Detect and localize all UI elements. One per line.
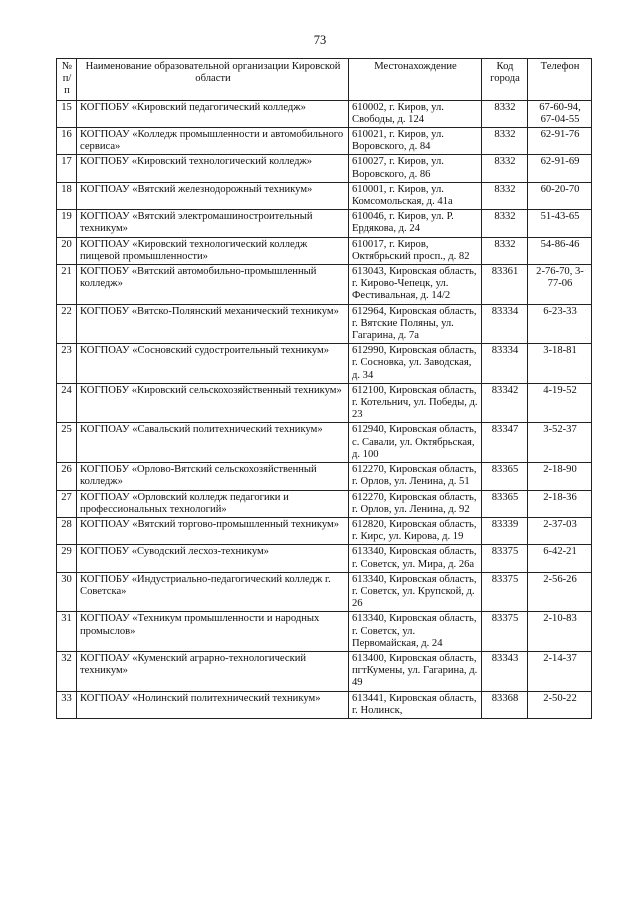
cell-phone: 60-20-70 <box>528 182 592 209</box>
cell-phone: 62-91-76 <box>528 128 592 155</box>
table-row <box>57 155 592 182</box>
cell-phone: 2-10-83 <box>528 612 592 652</box>
cell-phone: 2-18-36 <box>528 490 592 517</box>
table-row <box>57 490 592 517</box>
cell-phone: 67-60-94, 67-04-55 <box>528 100 592 127</box>
table-row <box>57 344 592 384</box>
cell-address: 612270, Кировская область, г. Орлов, ул. Ленина, д. 92 <box>349 490 482 517</box>
cell-name: КОГПОАУ «Колледж промышленности и автомобильного сервиса» <box>77 128 349 155</box>
cell-name: КОГПОБУ «Орлово-Вятский сельскохозяйственный колледж» <box>77 463 349 490</box>
cell-name: КОГПОБУ «Кировский технологический колледж» <box>77 155 349 182</box>
cell-code: 83334 <box>482 304 528 344</box>
table-row <box>57 612 592 652</box>
cell-num: 24 <box>57 383 77 423</box>
cell-num: 27 <box>57 490 77 517</box>
cell-code: 83365 <box>482 490 528 517</box>
header-code: Код города <box>482 59 528 101</box>
cell-name: КОГПОБУ «Индустриально-педагогический колледж г. Советска» <box>77 572 349 612</box>
cell-num: 18 <box>57 182 77 209</box>
cell-name: КОГПОАУ «Вятский железнодорожный техникум» <box>77 182 349 209</box>
cell-name: КОГПОБУ «Суводский лесхоз-техникум» <box>77 545 349 572</box>
cell-num: 20 <box>57 237 77 264</box>
cell-address: 613043, Кировская область, г. Кирово-Чепецк, ул. Фестивальная, д. 14/2 <box>349 265 482 305</box>
cell-name: КОГПОБУ «Вятско-Полянский механический техникум» <box>77 304 349 344</box>
table-row <box>57 651 592 691</box>
cell-num: 23 <box>57 344 77 384</box>
cell-name: КОГПОАУ «Орловский колледж педагогики и профессиональных технологий» <box>77 490 349 517</box>
cell-num: 25 <box>57 423 77 463</box>
cell-code: 8332 <box>482 128 528 155</box>
cell-name: КОГПОАУ «Техникум промышленности и народных промыслов» <box>77 612 349 652</box>
cell-name: КОГПОАУ «Вятский торгово-промышленный техникум» <box>77 517 349 544</box>
cell-code: 83375 <box>482 545 528 572</box>
table-row <box>57 423 592 463</box>
cell-address: 612990, Кировская область, г. Сосновка, ул. Заводская, д. 34 <box>349 344 482 384</box>
cell-phone: 62-91-69 <box>528 155 592 182</box>
cell-address: 610046, г. Киров, ул. Р. Ердякова, д. 24 <box>349 210 482 237</box>
cell-num: 17 <box>57 155 77 182</box>
cell-address: 613340, Кировская область, г. Советск, ул. Мира, д. 26а <box>349 545 482 572</box>
cell-phone: 2-18-90 <box>528 463 592 490</box>
cell-name: КОГПОБУ «Кировский сельскохозяйственный техникум» <box>77 383 349 423</box>
table-row <box>57 383 592 423</box>
cell-num: 16 <box>57 128 77 155</box>
cell-num: 31 <box>57 612 77 652</box>
cell-code: 83339 <box>482 517 528 544</box>
table-row <box>57 463 592 490</box>
cell-name: КОГПОАУ «Сосновский судостроительный техникум» <box>77 344 349 384</box>
cell-address: 612940, Кировская область, с. Савали, ул. Октябрьская, д. 100 <box>349 423 482 463</box>
table-body <box>57 100 592 718</box>
cell-name: КОГПОБУ «Вятский автомобильно-промышленный колледж» <box>77 265 349 305</box>
header-num: № п/п <box>57 59 77 101</box>
table-row <box>57 265 592 305</box>
cell-code: 83375 <box>482 572 528 612</box>
header-phone: Телефон <box>528 59 592 101</box>
cell-num: 26 <box>57 463 77 490</box>
cell-code: 8332 <box>482 155 528 182</box>
cell-name: КОГПОАУ «Вятский электромашиностроительный техникум» <box>77 210 349 237</box>
table-row <box>57 572 592 612</box>
cell-num: 30 <box>57 572 77 612</box>
cell-address: 610017, г. Киров, Октябрьский просп., д. 82 <box>349 237 482 264</box>
table-row <box>57 545 592 572</box>
cell-code: 83343 <box>482 651 528 691</box>
cell-code: 83361 <box>482 265 528 305</box>
cell-num: 29 <box>57 545 77 572</box>
cell-code: 83347 <box>482 423 528 463</box>
table-row <box>57 100 592 127</box>
cell-phone: 2-50-22 <box>528 691 592 718</box>
cell-phone: 6-42-21 <box>528 545 592 572</box>
cell-phone: 2-14-37 <box>528 651 592 691</box>
cell-address: 610027, г. Киров, ул. Воровского, д. 86 <box>349 155 482 182</box>
cell-address: 613340, Кировская область, г. Советск, ул. Крупской, д. 26 <box>349 572 482 612</box>
cell-num: 28 <box>57 517 77 544</box>
cell-name: КОГПОАУ «Куменский аграрно-технологический техникум» <box>77 651 349 691</box>
table-row <box>57 237 592 264</box>
cell-address: 612964, Кировская область, г. Вятские Поляны, ул. Гагарина, д. 7а <box>349 304 482 344</box>
cell-address: 613340, Кировская область, г. Советск, ул. Первомайская, д. 24 <box>349 612 482 652</box>
cell-phone: 4-19-52 <box>528 383 592 423</box>
table-row <box>57 182 592 209</box>
cell-code: 8332 <box>482 182 528 209</box>
page-number: 73 <box>313 33 327 47</box>
table-row <box>57 691 592 718</box>
cell-num: 19 <box>57 210 77 237</box>
cell-phone: 54-86-46 <box>528 237 592 264</box>
institutions-table <box>56 58 592 719</box>
table-row <box>57 517 592 544</box>
cell-code: 83375 <box>482 612 528 652</box>
cell-code: 8332 <box>482 237 528 264</box>
cell-address: 610001, г. Киров, ул. Комсомольская, д. 41а <box>349 182 482 209</box>
cell-num: 15 <box>57 100 77 127</box>
cell-code: 83368 <box>482 691 528 718</box>
cell-code: 83342 <box>482 383 528 423</box>
table-header-row <box>57 59 592 101</box>
cell-code: 83334 <box>482 344 528 384</box>
cell-phone: 51-43-65 <box>528 210 592 237</box>
cell-name: КОГПОБУ «Кировский педагогический колледж» <box>77 100 349 127</box>
header-name: Наименование образовательной организации Кировской области <box>77 59 349 101</box>
cell-num: 33 <box>57 691 77 718</box>
cell-code: 8332 <box>482 100 528 127</box>
cell-phone: 3-52-37 <box>528 423 592 463</box>
cell-address: 613441, Кировская область, г. Нолинск, <box>349 691 482 718</box>
cell-address: 612820, Кировская область, г. Кирс, ул. Кирова, д. 19 <box>349 517 482 544</box>
cell-address: 610021, г. Киров, ул. Воровского, д. 84 <box>349 128 482 155</box>
cell-name: КОГПОАУ «Кировский технологический колледж пищевой промышленности» <box>77 237 349 264</box>
cell-num: 21 <box>57 265 77 305</box>
table-row <box>57 210 592 237</box>
cell-num: 32 <box>57 651 77 691</box>
cell-address: 612270, Кировская область, г. Орлов, ул. Ленина, д. 51 <box>349 463 482 490</box>
table-row <box>57 304 592 344</box>
cell-phone: 2-37-03 <box>528 517 592 544</box>
cell-phone: 3-18-81 <box>528 344 592 384</box>
cell-address: 613400, Кировская область, пгтКумены, ул. Гагарина, д. 49 <box>349 651 482 691</box>
cell-phone: 2-76-70, 3-77-06 <box>528 265 592 305</box>
header-address: Местонахождение <box>349 59 482 101</box>
cell-num: 22 <box>57 304 77 344</box>
cell-phone: 6-23-33 <box>528 304 592 344</box>
table-row <box>57 128 592 155</box>
cell-code: 83365 <box>482 463 528 490</box>
cell-phone: 2-56-26 <box>528 572 592 612</box>
cell-address: 612100, Кировская область, г. Котельнич, ул. Победы, д. 23 <box>349 383 482 423</box>
cell-name: КОГПОАУ «Нолинский политехнический техникум» <box>77 691 349 718</box>
cell-address: 610002, г. Киров, ул. Свободы, д. 124 <box>349 100 482 127</box>
cell-name: КОГПОАУ «Савальский политехнический техникум» <box>77 423 349 463</box>
cell-code: 8332 <box>482 210 528 237</box>
